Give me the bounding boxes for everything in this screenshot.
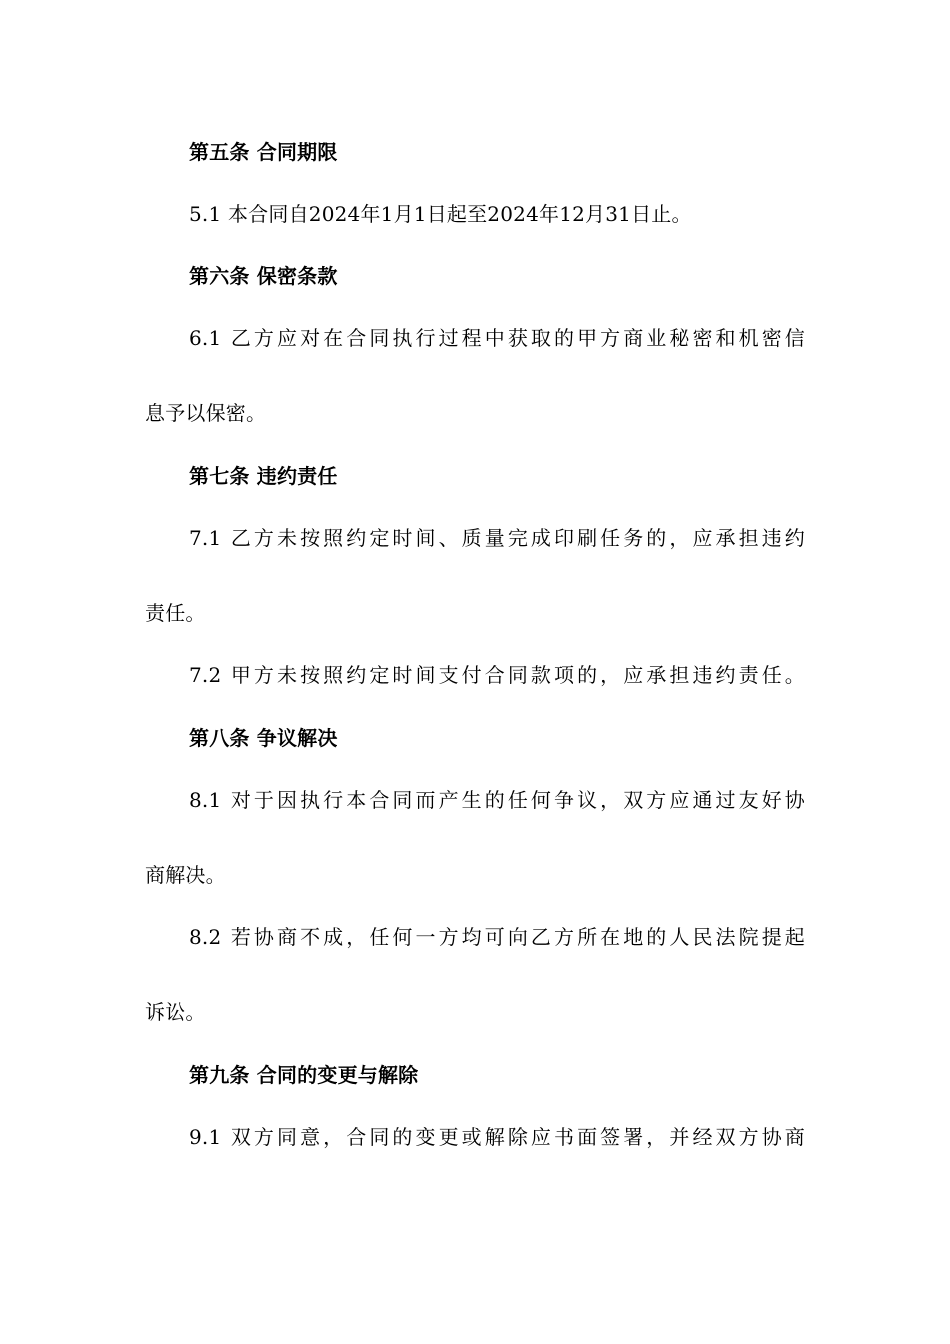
clause-8-1: 8.1 对于因执行本合同而产生的任何争议，双方应通过友好协	[189, 788, 805, 812]
clause-5-1: 5.1 本合同自2024年1月1日起至2024年12月31日止。	[189, 202, 692, 226]
clause-8-2-continuation: 诉讼。	[145, 1000, 206, 1024]
clause-6-1: 6.1 乙方应对在合同执行过程中获取的甲方商业秘密和机密信	[189, 326, 805, 350]
section-heading-9: 第九条 合同的变更与解除	[189, 1063, 419, 1087]
clause-6-1-continuation: 息予以保密。	[145, 401, 267, 425]
clause-7-1-continuation: 责任。	[145, 601, 206, 625]
clause-7-2: 7.2 甲方未按照约定时间支付合同款项的，应承担违约责任。	[189, 663, 805, 687]
section-heading-6: 第六条 保密条款	[189, 264, 338, 288]
clause-7-1: 7.1 乙方未按照约定时间、质量完成印刷任务的，应承担违约	[189, 526, 805, 550]
clause-8-2: 8.2 若协商不成，任何一方均可向乙方所在地的人民法院提起	[189, 925, 805, 949]
section-heading-7: 第七条 违约责任	[189, 464, 338, 488]
section-heading-8: 第八条 争议解决	[189, 726, 338, 750]
section-heading-5: 第五条 合同期限	[189, 140, 338, 164]
clause-9-1: 9.1 双方同意，合同的变更或解除应书面签署，并经双方协商	[189, 1125, 805, 1149]
clause-8-1-continuation: 商解决。	[145, 863, 226, 887]
